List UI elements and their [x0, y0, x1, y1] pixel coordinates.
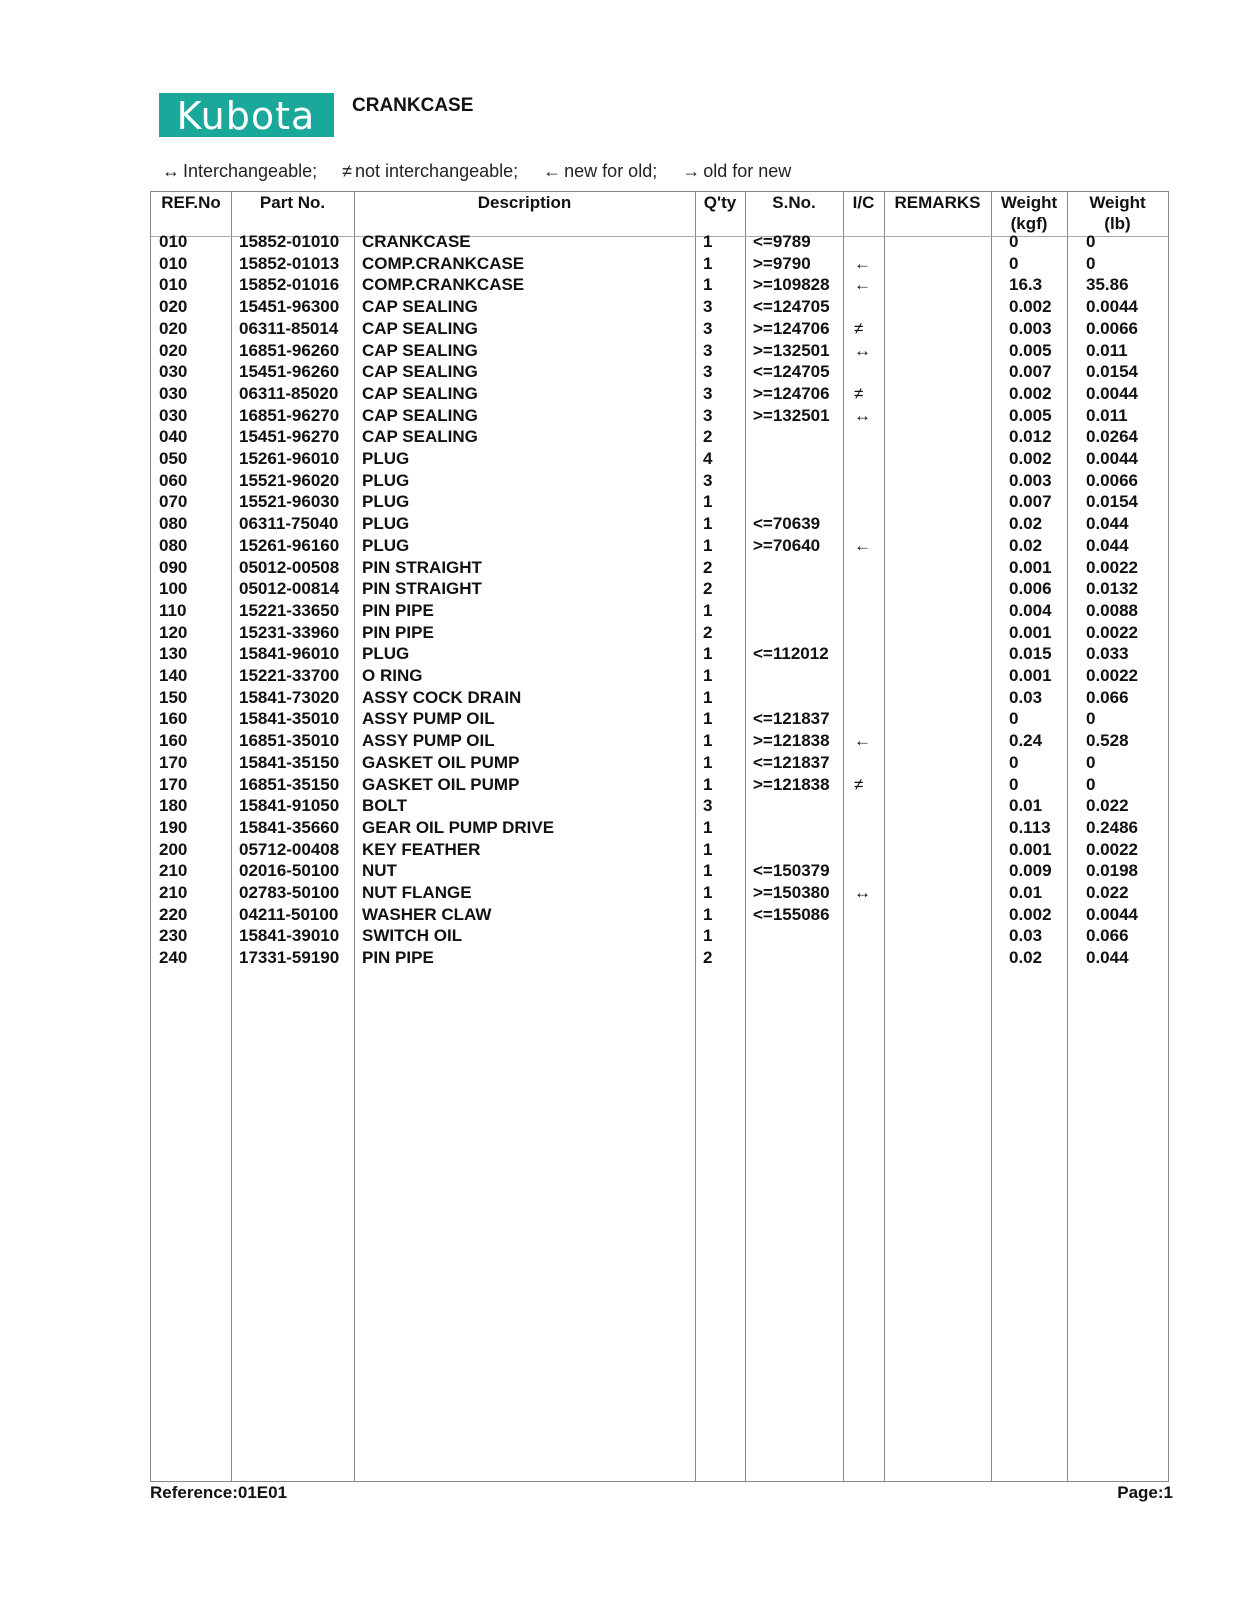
cell-serial-no: <=112012: [753, 644, 829, 664]
cell-part-no: 16851-35150: [239, 774, 340, 794]
table-row: [151, 578, 1168, 600]
cell-weight-lb: 0.2486: [1086, 817, 1138, 837]
cell-serial-no: >=132501: [753, 405, 830, 425]
cell-weight-kgf: 0.006: [1009, 579, 1052, 599]
cell-part-no: 05012-00508: [239, 557, 340, 577]
table-row: [151, 774, 1168, 796]
cell-ref: 030: [159, 362, 188, 382]
cell-ref: 170: [159, 752, 188, 772]
cell-ref: 160: [159, 731, 188, 751]
cell-description: CAP SEALING: [362, 318, 478, 338]
header-ic: I/C: [852, 193, 875, 212]
legend-item: [162, 161, 317, 181]
cell-qty: 1: [703, 600, 713, 620]
cell-weight-lb: 0.044: [1086, 514, 1129, 534]
legend-item: [682, 161, 791, 181]
cell-serial-no: <=121837: [753, 752, 830, 772]
cell-description: PIN PIPE: [362, 948, 434, 968]
header-ref: REF.No: [161, 193, 221, 212]
cell-description: CAP SEALING: [362, 383, 478, 403]
table-row: [151, 752, 1168, 774]
cell-weight-lb: 0.0132: [1086, 579, 1138, 599]
cell-part-no: 15261-96160: [239, 535, 340, 555]
cell-weight-kgf: 0.001: [1009, 839, 1052, 859]
table-row: [151, 448, 1168, 470]
cell-weight-lb: 0.0044: [1086, 297, 1138, 317]
cell-description: GEAR OIL PUMP DRIVE: [362, 817, 555, 837]
cell-part-no: 15451-96300: [239, 297, 340, 317]
cell-weight-lb: 0.022: [1086, 883, 1129, 902]
cell-description: GASKET OIL PUMP: [362, 752, 520, 772]
cell-weight-kgf: 0: [1009, 774, 1019, 794]
cell-qty: 1: [703, 275, 713, 295]
cell-weight-kgf: 0.01: [1009, 883, 1043, 902]
table-row: [151, 817, 1168, 839]
cell-serial-no: <=124705: [753, 362, 830, 382]
cell-weight-lb: 0.0044: [1086, 904, 1138, 924]
cell-part-no: 17331-59190: [239, 948, 340, 968]
cell-weight-lb: 0.0066: [1086, 318, 1138, 338]
table-row: [151, 426, 1168, 448]
table-row: [151, 947, 1168, 969]
cell-qty: 1: [703, 774, 713, 794]
table-row: [151, 600, 1168, 622]
cell-ref: 100: [159, 579, 188, 599]
table-row: [151, 925, 1168, 947]
cell-weight-lb: 0.0154: [1086, 362, 1138, 382]
cell-qty: 1: [703, 514, 713, 534]
cell-weight-kgf: 0.002: [1009, 297, 1052, 317]
cell-serial-no: <=150379: [753, 861, 830, 881]
header-weight-unit: (lb): [1104, 214, 1131, 233]
table-row: [151, 274, 1168, 296]
cell-ic: ←: [854, 731, 871, 751]
cell-weight-kgf: 0.009: [1009, 861, 1052, 881]
cell-weight-kgf: 0.02: [1009, 535, 1043, 555]
cell-weight-kgf: 0.03: [1009, 687, 1043, 707]
cell-part-no: 15221-33700: [239, 666, 340, 685]
cell-description: KEY FEATHER: [362, 839, 481, 859]
cell-serial-no: >=150380: [753, 883, 830, 902]
cell-weight-lb: 0.0044: [1086, 383, 1138, 403]
cell-weight-kgf: 0.012: [1009, 427, 1052, 447]
cell-description: PLUG: [362, 514, 410, 534]
cell-qty: 1: [703, 904, 713, 924]
cell-part-no: 15852-01016: [239, 275, 340, 295]
cell-ref: 120: [159, 622, 188, 642]
cell-weight-kgf: 0: [1009, 253, 1019, 273]
table-row: [151, 622, 1168, 644]
cell-weight-lb: 0.0066: [1086, 470, 1138, 490]
cell-part-no: 15221-33650: [239, 600, 340, 620]
cell-serial-no: <=9789: [753, 232, 811, 251]
cell-qty: 1: [703, 644, 713, 664]
cell-part-no: 05012-00814: [239, 579, 340, 599]
cell-qty: 1: [703, 839, 713, 859]
cell-ref: 190: [159, 817, 188, 837]
cell-part-no: 16851-96270: [239, 405, 340, 425]
cell-weight-lb: 0: [1086, 253, 1096, 273]
cell-ref: 170: [159, 774, 188, 794]
cell-qty: 1: [703, 687, 713, 707]
cell-part-no: 15231-33960: [239, 622, 340, 642]
cell-weight-kgf: 0.007: [1009, 362, 1052, 382]
cell-ic: ←: [854, 275, 871, 295]
cell-qty: 3: [703, 405, 713, 425]
cell-serial-no: >=109828: [753, 275, 830, 295]
cell-description: WASHER CLAW: [362, 904, 492, 924]
cell-part-no: 05712-00408: [239, 839, 340, 859]
cell-part-no: 02783-50100: [239, 883, 340, 902]
cell-serial-no: >=9790: [753, 253, 811, 273]
cell-description: NUT: [362, 861, 397, 881]
cell-ref: 020: [159, 318, 188, 338]
page-number: Page:1: [1117, 1483, 1173, 1502]
cell-qty: 1: [703, 861, 713, 881]
cell-ref: 130: [159, 644, 188, 664]
cell-description: PIN PIPE: [362, 622, 434, 642]
legend-item: [543, 161, 657, 181]
table-row: [151, 839, 1168, 861]
cell-weight-kgf: 0: [1009, 232, 1019, 251]
cell-part-no: 15841-96010: [239, 644, 340, 664]
cell-ref: 150: [159, 687, 188, 707]
cell-description: COMP.CRANKCASE: [362, 253, 525, 273]
cell-weight-kgf: 0.004: [1009, 600, 1052, 620]
cell-ref: 160: [159, 709, 188, 729]
cell-description: SWITCH OIL: [362, 926, 463, 946]
cell-qty: 1: [703, 752, 713, 772]
cell-description: PLUG: [362, 535, 410, 555]
not-equal-icon: ≠: [342, 161, 353, 181]
cell-weight-kgf: 0.113: [1009, 817, 1051, 837]
cell-ref: 070: [159, 492, 188, 512]
cell-ref: 110: [159, 600, 187, 620]
cell-part-no: 04211-50100: [239, 904, 339, 924]
cell-description: PLUG: [362, 449, 410, 468]
cell-qty: 1: [703, 666, 713, 685]
cell-qty: 2: [703, 622, 713, 642]
cell-qty: 2: [703, 427, 713, 447]
cell-weight-kgf: 0.02: [1009, 514, 1043, 534]
legend: [162, 161, 811, 182]
cell-weight-lb: 0.0198: [1086, 861, 1138, 881]
table-row: [151, 470, 1168, 492]
cell-part-no: 15841-35660: [239, 817, 340, 837]
table-row: [151, 361, 1168, 383]
legend-text: Interchangeable;: [183, 161, 318, 181]
cell-weight-lb: 0.0154: [1086, 492, 1138, 512]
cell-qty: 1: [703, 492, 713, 512]
cell-part-no: 15521-96030: [239, 492, 340, 512]
cell-weight-kgf: 0.02: [1009, 948, 1043, 968]
kubota-logo: [159, 93, 334, 137]
cell-qty: 1: [703, 926, 713, 946]
cell-weight-lb: 0: [1086, 709, 1096, 729]
cell-weight-kgf: 0.001: [1009, 557, 1052, 577]
table-row: [151, 730, 1168, 752]
cell-weight-kgf: 0: [1009, 709, 1019, 729]
cell-weight-kgf: 0.24: [1009, 731, 1043, 751]
cell-part-no: 15852-01013: [239, 253, 340, 273]
cell-ref: 200: [159, 839, 188, 859]
cell-weight-lb: 0.066: [1086, 687, 1129, 707]
header-serial-no: S.No.: [772, 193, 816, 212]
cell-serial-no: >=124706: [753, 383, 830, 403]
table-row: [151, 253, 1168, 275]
cell-ref: 050: [159, 449, 188, 468]
cell-serial-no: <=155086: [753, 904, 830, 924]
cell-weight-kgf: 0.03: [1009, 926, 1043, 946]
cell-description: CAP SEALING: [362, 297, 478, 317]
cell-weight-lb: 0: [1086, 232, 1096, 251]
table-row: [151, 904, 1168, 926]
header-weight-kgf: [991, 192, 1067, 234]
cell-qty: 1: [703, 253, 713, 273]
interchangeable-icon: ↔: [162, 161, 180, 181]
header-weight-unit: (kgf): [1010, 214, 1048, 233]
cell-description: NUT FLANGE: [362, 883, 472, 902]
table-row: [151, 231, 1168, 253]
cell-ref: 140: [159, 666, 188, 685]
cell-qty: 1: [703, 709, 713, 729]
table-row: [151, 535, 1168, 557]
cell-weight-kgf: 0.01: [1009, 796, 1043, 816]
cell-description: CAP SEALING: [362, 427, 478, 447]
cell-weight-lb: 0.044: [1086, 535, 1129, 555]
cell-ref: 210: [159, 883, 188, 902]
cell-ic: ↔: [854, 883, 871, 902]
cell-description: PLUG: [362, 470, 410, 490]
cell-ic: ←: [854, 535, 871, 555]
cell-description: PLUG: [362, 492, 410, 512]
cell-weight-kgf: 0: [1009, 752, 1019, 772]
cell-description: ASSY PUMP OIL: [362, 709, 495, 729]
cell-serial-no: >=132501: [753, 340, 830, 360]
cell-part-no: 15451-96260: [239, 362, 340, 382]
cell-weight-lb: 0.0264: [1086, 427, 1138, 447]
table-row: [151, 318, 1168, 340]
cell-weight-kgf: 0.002: [1009, 904, 1052, 924]
header-description: Description: [477, 193, 572, 212]
cell-weight-kgf: 0.015: [1009, 644, 1052, 664]
cell-weight-lb: 0.022: [1086, 796, 1129, 816]
cell-description: CAP SEALING: [362, 340, 478, 360]
cell-weight-kgf: 16.3: [1009, 275, 1043, 295]
cell-ic: ←: [854, 253, 871, 273]
cell-part-no: 06311-85014: [239, 318, 339, 338]
cell-ref: 010: [159, 232, 188, 251]
table-row: [151, 491, 1168, 513]
cell-serial-no: >=124706: [753, 318, 830, 338]
header-remarks: REMARKS: [894, 193, 981, 212]
cell-part-no: 15841-73020: [239, 687, 340, 707]
cell-part-no: 15451-96270: [239, 427, 340, 447]
cell-weight-lb: 0.011: [1086, 405, 1128, 425]
reference-code: Reference:01E01: [150, 1483, 288, 1502]
cell-ref: 020: [159, 340, 188, 360]
arrow-right-icon: →: [682, 161, 701, 181]
cell-weight-lb: 0.033: [1086, 644, 1129, 664]
cell-part-no: 15521-96020: [239, 470, 340, 490]
legend-text: new for old;: [564, 161, 658, 181]
header-weight-label: Weight: [1089, 193, 1146, 212]
cell-serial-no: >=121838: [753, 731, 830, 751]
table-row: [151, 882, 1168, 904]
cell-qty: 2: [703, 557, 713, 577]
cell-ref: 040: [159, 427, 188, 447]
cell-ic: ≠: [854, 774, 864, 794]
cell-description: CAP SEALING: [362, 405, 478, 425]
cell-qty: 1: [703, 883, 713, 902]
cell-weight-lb: 0.0022: [1086, 622, 1138, 642]
table-row: [151, 383, 1168, 405]
table-row: [151, 860, 1168, 882]
table-row: [151, 643, 1168, 665]
cell-weight-kgf: 0.007: [1009, 492, 1052, 512]
header-weight-lb: [1067, 192, 1168, 234]
header-part-no: Part No.: [259, 193, 326, 212]
cell-ref: 240: [159, 948, 188, 968]
cell-qty: 3: [703, 362, 713, 382]
cell-ref: 020: [159, 297, 188, 317]
legend-item: [342, 161, 518, 181]
cell-description: ASSY PUMP OIL: [362, 731, 495, 751]
logo-text: Kubota: [176, 94, 316, 137]
cell-weight-lb: 0.0088: [1086, 600, 1138, 620]
cell-description: PIN PIPE: [362, 600, 434, 620]
cell-description: CAP SEALING: [362, 362, 478, 382]
cell-ref: 030: [159, 405, 188, 425]
cell-weight-kgf: 0.002: [1009, 449, 1052, 468]
cell-ref: 230: [159, 926, 188, 946]
cell-qty: 3: [703, 318, 713, 338]
cell-weight-lb: 0.044: [1086, 948, 1129, 968]
cell-serial-no: <=124705: [753, 297, 830, 317]
cell-serial-no: <=121837: [753, 709, 830, 729]
table-row: [151, 405, 1168, 427]
cell-part-no: 15841-35010: [239, 709, 340, 729]
cell-qty: 2: [703, 948, 713, 968]
table-row: [151, 665, 1168, 687]
legend-text: old for new: [703, 161, 792, 181]
cell-part-no: 06311-85020: [239, 383, 339, 403]
cell-weight-kgf: 0.001: [1009, 666, 1052, 685]
cell-qty: 3: [703, 796, 713, 816]
cell-ic: ↔: [854, 405, 871, 425]
cell-weight-kgf: 0.002: [1009, 383, 1052, 403]
cell-part-no: 15841-39010: [239, 926, 340, 946]
header-qty: Q'ty: [703, 193, 737, 212]
page-title: CRANKCASE: [352, 95, 474, 116]
cell-description: BOLT: [362, 796, 408, 816]
cell-weight-kgf: 0.005: [1009, 340, 1052, 360]
cell-part-no: 16851-96260: [239, 340, 340, 360]
cell-serial-no: >=121838: [753, 774, 830, 794]
header-weight-label: Weight: [1000, 193, 1058, 212]
legend-text: not interchangeable;: [355, 161, 519, 181]
cell-ic: ≠: [854, 318, 864, 338]
cell-weight-lb: 0.0022: [1086, 557, 1138, 577]
cell-weight-lb: 0.0044: [1086, 449, 1138, 468]
cell-weight-lb: 0.0022: [1086, 666, 1138, 685]
cell-qty: 3: [703, 470, 713, 490]
cell-description: GASKET OIL PUMP: [362, 774, 520, 794]
table-row: [151, 296, 1168, 318]
cell-qty: 1: [703, 535, 713, 555]
cell-part-no: 06311-75040: [239, 514, 339, 534]
cell-qty: 2: [703, 579, 713, 599]
cell-description: O RING: [362, 666, 423, 685]
table-row: [151, 708, 1168, 730]
cell-description: COMP.CRANKCASE: [362, 275, 525, 295]
cell-part-no: 15841-35150: [239, 752, 340, 772]
cell-ref: 010: [159, 275, 188, 295]
cell-weight-lb: 0.011: [1086, 340, 1128, 360]
cell-qty: 1: [703, 731, 713, 751]
cell-qty: 1: [703, 817, 713, 837]
cell-qty: 1: [703, 232, 713, 251]
cell-part-no: 02016-50100: [239, 861, 340, 881]
table-row: [151, 340, 1168, 362]
cell-ref: 180: [159, 796, 188, 816]
cell-description: PLUG: [362, 644, 410, 664]
cell-part-no: 15852-01010: [239, 232, 340, 251]
table-row: [151, 795, 1168, 817]
cell-qty: 3: [703, 297, 713, 317]
cell-qty: 4: [703, 449, 713, 468]
cell-description: CRANKCASE: [362, 232, 471, 251]
table-row: [151, 557, 1168, 579]
cell-description: PIN STRAIGHT: [362, 579, 482, 599]
cell-serial-no: <=70639: [753, 514, 821, 534]
cell-description: PIN STRAIGHT: [362, 557, 482, 577]
cell-ref: 060: [159, 470, 188, 490]
cell-ref: 030: [159, 383, 188, 403]
table-row: [151, 513, 1168, 535]
cell-part-no: 15261-96010: [239, 449, 340, 468]
cell-ref: 090: [159, 557, 188, 577]
cell-weight-lb: 35.86: [1086, 275, 1129, 295]
cell-ic: ≠: [854, 383, 864, 403]
cell-weight-lb: 0: [1086, 752, 1096, 772]
arrow-left-icon: ←: [543, 161, 562, 181]
cell-ref: 080: [159, 514, 188, 534]
cell-part-no: 15841-91050: [239, 796, 340, 816]
parts-table: [150, 191, 1169, 1482]
cell-serial-no: >=70640: [753, 535, 821, 555]
cell-part-no: 16851-35010: [239, 731, 340, 751]
cell-ref: 010: [159, 253, 188, 273]
cell-weight-lb: 0.0022: [1086, 839, 1138, 859]
cell-ref: 220: [159, 904, 188, 924]
cell-ic: ↔: [854, 340, 871, 360]
cell-weight-lb: 0.066: [1086, 926, 1129, 946]
cell-ref: 080: [159, 535, 188, 555]
cell-weight-kgf: 0.003: [1009, 470, 1052, 490]
cell-qty: 3: [703, 383, 713, 403]
cell-ref: 210: [159, 861, 188, 881]
table-row: [151, 687, 1168, 709]
cell-weight-kgf: 0.003: [1009, 318, 1052, 338]
cell-description: ASSY COCK DRAIN: [362, 687, 522, 707]
cell-weight-lb: 0: [1086, 774, 1096, 794]
cell-weight-kgf: 0.001: [1009, 622, 1052, 642]
cell-weight-lb: 0.528: [1086, 731, 1129, 751]
cell-qty: 3: [703, 340, 713, 360]
cell-weight-kgf: 0.005: [1009, 405, 1052, 425]
